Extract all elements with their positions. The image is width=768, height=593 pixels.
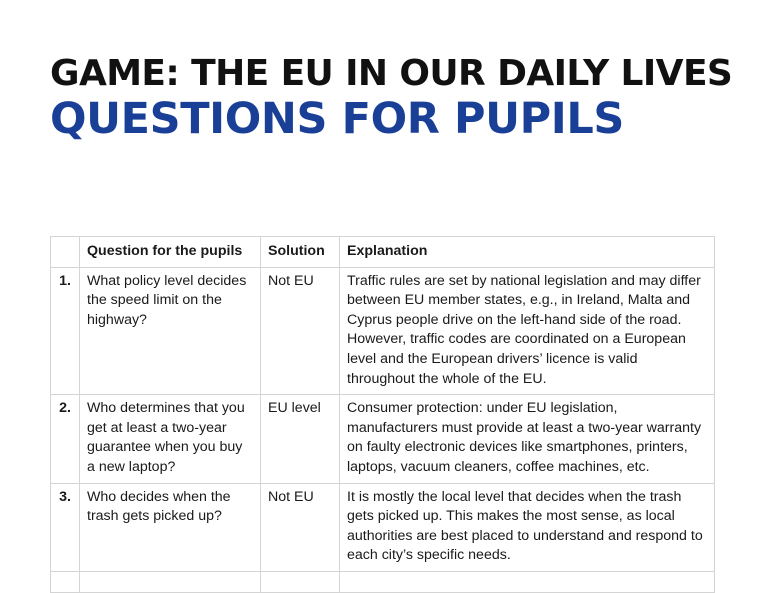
table-row	[51, 395, 715, 483]
row-explanation: Consumer protection: under EU legislation, manufacturers must provide at least a two-year warranty on faulty electronic devices like smartphones, printers, laptops, vacuum cleaners, coffee machines, etc.	[340, 395, 715, 483]
row-explanation: It is mostly the local level that decides when the trash gets picked up. This makes the most sense, as local authorities are best placed to understand and respond to each city’s specific needs.	[340, 483, 715, 571]
empty-cell	[340, 571, 715, 592]
table-row	[51, 483, 715, 571]
title-block	[50, 54, 732, 144]
header-question: Question for the pupils	[80, 237, 261, 268]
table-row-partial	[51, 571, 715, 592]
empty-cell	[51, 571, 80, 592]
table-header-row	[51, 237, 715, 268]
row-solution: Not EU	[261, 483, 340, 571]
row-number: 3.	[51, 483, 80, 571]
row-number: 1.	[51, 267, 80, 395]
row-solution: Not EU	[261, 267, 340, 395]
row-question: Who decides when the trash gets picked up?	[80, 483, 261, 571]
questions-table	[50, 236, 715, 593]
row-explanation: Traffic rules are set by national legislation and may differ between EU member states, e.g., in Ireland, Malta and Cyprus people drive on the left-hand side of the road. However, traffic codes are coordinated on a European level and the European drivers’ licence is valid throughout the whole of the EU.	[340, 267, 715, 395]
row-solution: EU level	[261, 395, 340, 483]
empty-cell	[261, 571, 340, 592]
page-title: GAME: THE EU IN OUR DAILY LIVES	[50, 53, 733, 94]
header-number	[51, 237, 80, 268]
page-subtitle: QUESTIONS FOR PUPILS	[50, 94, 624, 144]
header-explanation: Explanation	[340, 237, 715, 268]
row-number: 2.	[51, 395, 80, 483]
row-question: Who determines that you get at least a two-year guarantee when you buy a new laptop?	[80, 395, 261, 483]
empty-cell	[80, 571, 261, 592]
row-question: What policy level decides the speed limit on the highway?	[80, 267, 261, 395]
table-row	[51, 267, 715, 395]
header-solution: Solution	[261, 237, 340, 268]
